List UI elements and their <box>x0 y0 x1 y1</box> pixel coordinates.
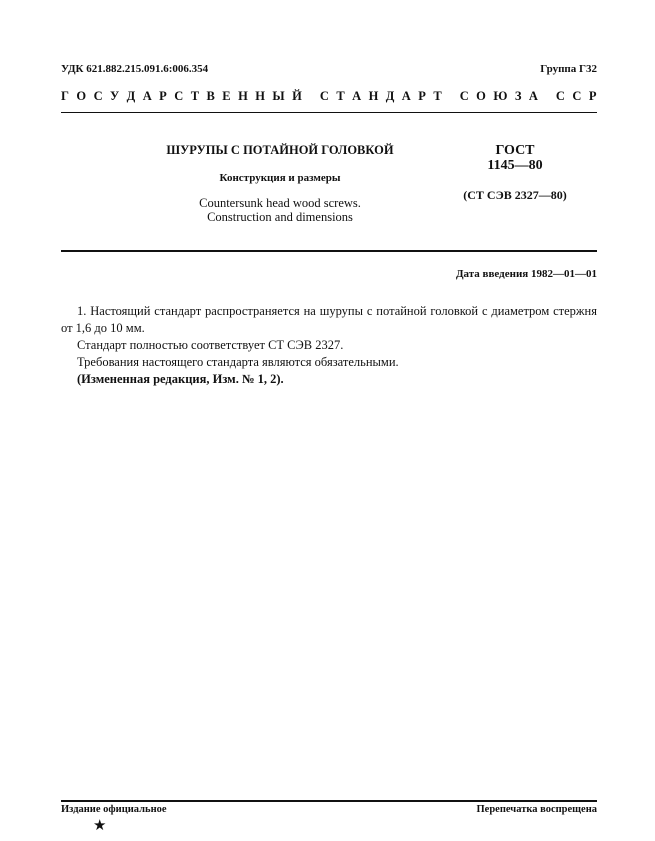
english-title-line-1: Countersunk head wood screws. <box>199 196 361 210</box>
banner-letter: А <box>401 89 411 103</box>
group-code: Группа Г32 <box>540 63 597 75</box>
banner-letter: С <box>555 89 565 103</box>
document-title: ШУРУПЫ С ПОТАЙНОЙ ГОЛОВКОЙ <box>166 143 394 157</box>
banner-gap <box>309 89 312 104</box>
banner-letter: Т <box>336 89 345 103</box>
banner-letter: Д <box>126 89 136 103</box>
banner-letter: Д <box>385 89 395 103</box>
banner-letter: Г <box>61 89 69 103</box>
banner-letter: В <box>206 89 215 103</box>
banner-letter: Р <box>588 89 597 103</box>
paragraph-mandatory: Требования настоящего стандарта являются обязательными. <box>77 355 399 369</box>
document-subtitle: Конструкция и размеры <box>219 172 341 184</box>
banner-letter: Т <box>433 89 442 103</box>
english-title-line-2: Construction and dimensions <box>207 210 353 224</box>
banner-letter: А <box>142 89 152 103</box>
banner-letter: Е <box>222 89 231 103</box>
banner-letter: Н <box>368 89 379 103</box>
gost-block <box>455 143 575 203</box>
star-icon: ★ <box>93 816 107 834</box>
banner-letter: С <box>174 89 184 103</box>
banner-letter: Н <box>255 89 265 103</box>
banner-letter: О <box>76 89 87 103</box>
title-divider <box>61 250 597 252</box>
banner-letter: О <box>476 89 486 103</box>
banner-letter: А <box>528 89 538 103</box>
banner-letter: Ы <box>272 89 285 103</box>
footer-divider <box>61 800 597 802</box>
banner-letter: С <box>572 89 582 103</box>
paragraph-scope: 1. Настоящий стандарт распространяется на шурупы с потайной головкой с диаметром стержня от 1,6 до 10 мм. <box>61 304 597 335</box>
banner-letter: С <box>93 89 103 103</box>
banner-gap <box>545 89 548 104</box>
state-standard-banner <box>61 89 597 104</box>
introduction-date: Дата введения 1982—01—01 <box>455 268 597 280</box>
banner-letter: Т <box>190 89 200 103</box>
gost-label: ГОСТ <box>495 143 535 158</box>
banner-gap <box>449 89 452 104</box>
body-text <box>61 303 597 388</box>
banner-letter: С <box>459 89 469 103</box>
paragraph-compliance: Стандарт полностью соответствует СТ СЭВ 2327. <box>77 338 344 352</box>
banner-letter: Ю <box>493 89 508 103</box>
sev-reference: (СТ СЭВ 2327—80) <box>463 188 567 202</box>
banner-letter: З <box>514 89 522 103</box>
title-block <box>150 143 410 224</box>
paragraph-amendment: (Измененная редакция, Изм. № 1, 2). <box>77 372 284 386</box>
header-divider <box>61 112 597 113</box>
reprint-prohibited: Перепечатка воспрещена <box>476 804 597 815</box>
udk-code: УДК 621.882.215.091.6:006.354 <box>61 63 209 75</box>
banner-letter: А <box>352 89 362 103</box>
banner-letter: Н <box>238 89 248 103</box>
banner-letter: Р <box>159 89 167 103</box>
banner-letter: С <box>319 89 329 103</box>
official-edition: Издание официальное <box>61 804 167 815</box>
banner-letter: Й <box>292 89 302 103</box>
english-title <box>150 196 410 224</box>
gost-number: 1145—80 <box>487 158 543 173</box>
banner-letter: У <box>110 89 120 103</box>
banner-letter: Р <box>418 89 426 103</box>
